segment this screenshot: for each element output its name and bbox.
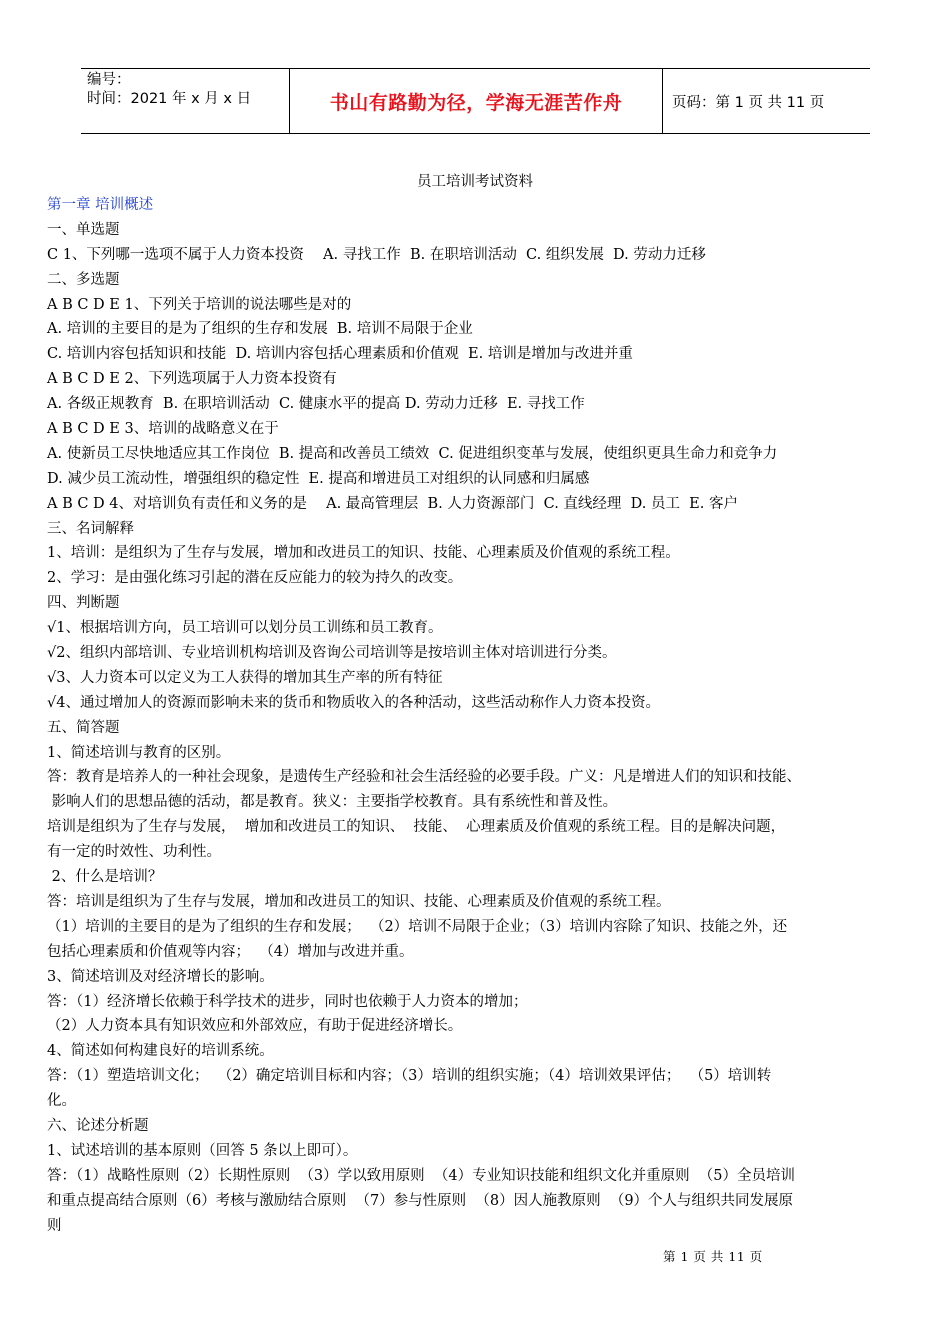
text-line: 答：（1）战略性原则（2）长期性原则 （3）学以致用原则 （4）专业知识技能和组织文化并重原则 （5）全员培训 — [47, 1167, 796, 1184]
text-line: 则 — [47, 1217, 62, 1234]
chapter-heading: 第一章 培训概述 — [47, 197, 154, 213]
text-line: A B C D E 3、培训的战略意义在于 — [47, 421, 279, 438]
header-table — [81, 68, 870, 134]
text-line: 培训是组织为了生存与发展， 增加和改进员工的知识、 技能、 心理素质及价值观的系统工程。目的是解决问题， — [47, 819, 786, 836]
section-heading: 一、单选题 — [47, 221, 120, 238]
text-line: 3、简述培训及对经济增长的影响。 — [47, 968, 274, 985]
text-line: 有一定的时效性、功利性。 — [47, 844, 221, 861]
document-number-label: 编号： — [87, 72, 131, 88]
text-line: 4、简述如何构建良好的培训系统。 — [47, 1043, 274, 1060]
text-line: 1、简述培训与教育的区别。 — [47, 744, 231, 761]
text-line: A B C D E 2、下列选项属于人力资本投资有 — [47, 371, 337, 388]
text-line: 答：培训是组织为了生存与发展，增加和改进员工的知识、技能、心理素质及价值观的系统工程。 — [47, 893, 671, 910]
text-line: 化。 — [47, 1093, 76, 1110]
text-line: 包括心理素质和价值观等内容； （4）增加与改进并重。 — [47, 943, 414, 960]
document-date: 时间：2021 年 x 月 x 日 — [87, 91, 252, 107]
text-line: √2、组织内部培训、专业培训机构培训及咨询公司培训等是按培训主体对培训进行分类。 — [47, 645, 617, 662]
text-line: 1、试述培训的基本原则（回答 5 条以上即可）。 — [47, 1142, 358, 1159]
header-motto: 书山有路勤为径，学海无涯苦作舟 — [329, 91, 623, 114]
text-line: √4、通过增加人的资源而影响未来的货币和物质收入的各种活动，这些活动称作人力资本投资。 — [47, 694, 660, 711]
text-line: （1）培训的主要目的是为了组织的生存和发展； （2）培训不局限于企业；（3）培训内容除了知识、技能之外，还 — [47, 918, 788, 935]
text-line: 答：（1）塑造培训文化； （2）确定培训目标和内容；（3）培训的组织实施；（4）培训效果评估； （5）培训转 — [47, 1068, 772, 1085]
page-footer: 第 1 页 共 11 页 — [663, 1249, 763, 1264]
section-heading: 六、论述分析题 — [47, 1117, 149, 1134]
section-heading: 四、判断题 — [47, 595, 120, 612]
text-line: 答：教育是培养人的一种社会现象，是遗传生产经验和社会生活经验的必要手段。广义：凡是增进人们的知识和技能、 — [47, 769, 801, 786]
text-line: C 1、下列哪一选项不属于人力资本投资 A. 寻找工作 B. 在职培训活动 C. 组织发展 D. 劳动力迁移 — [47, 246, 706, 263]
text-line: 答：（1）经济增长依赖于科学技术的进步，同时也依赖于人力资本的增加； — [47, 993, 528, 1010]
text-line: √1、根据培训方向，员工培训可以划分员工训练和员工教育。 — [47, 620, 443, 637]
text-line: 2、学习：是由强化练习引起的潜在反应能力的较为持久的改变。 — [47, 570, 463, 587]
text-line: A. 培训的主要目的是为了组织的生存和发展 B. 培训不局限于企业 — [47, 321, 473, 338]
text-line: C. 培训内容包括知识和技能 D. 培训内容包括心理素质和价值观 E. 培训是增加与改进并重 — [47, 346, 633, 363]
text-line: （2）人力资本具有知识效应和外部效应，有助于促进经济增长。 — [47, 1018, 463, 1035]
section-heading: 二、多选题 — [47, 271, 120, 288]
text-line: √3、人力资本可以定义为工人获得的增加其生产率的所有特征 — [47, 669, 443, 686]
text-line: 2、什么是培训？ — [47, 869, 163, 886]
header-page-info: 页码：第 1 页 共 11 页 — [663, 69, 871, 134]
header-left-cell — [81, 69, 290, 134]
text-line: A B C D E 1、下列关于培训的说法哪些是对的 — [47, 296, 352, 313]
section-heading: 五、简答题 — [47, 719, 120, 736]
text-line: A. 各级正规教育 B. 在职培训活动 C. 健康水平的提高 D. 劳动力迁移 E. 寻找工作 — [47, 396, 585, 413]
section-heading: 三、名词解释 — [47, 520, 134, 537]
text-line: 1、培训：是组织为了生存与发展，增加和改进员工的知识、技能、心理素质及价值观的系统工程。 — [47, 545, 680, 562]
text-line: A B C D 4、对培训负有责任和义务的是 A. 最高管理层 B. 人力资源部门 C. 直线经理 D. 员工 E. 客户 — [47, 495, 738, 512]
text-line: D. 减少员工流动性，增强组织的稳定性 E. 提高和增进员工对组织的认同感和归属感 — [47, 470, 590, 487]
text-line: A. 使新员工尽快地适应其工作岗位 B. 提高和改善员工绩效 C. 促进组织变革与发展，使组织更具生命力和竞争力 — [47, 445, 778, 462]
text-line: 和重点提高结合原则（6）考核与激励结合原则 （7）参与性原则 （8）因人施教原则 （9）个人与组织共同发展原 — [47, 1192, 794, 1209]
text-line: 影响人们的思想品德的活动，都是教育。狭义：主要指学校教育。具有系统性和普及性。 — [47, 794, 618, 811]
header-motto-cell — [290, 69, 663, 134]
document-title: 员工培训考试资料 — [417, 174, 533, 190]
document-body — [47, 193, 909, 1238]
